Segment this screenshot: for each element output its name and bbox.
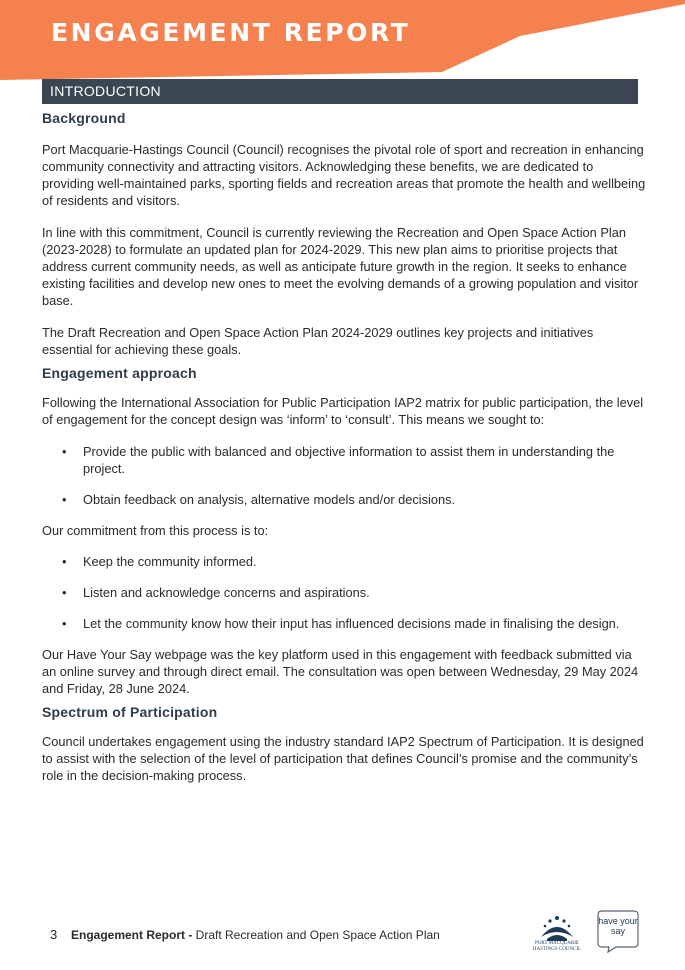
background-paragraph-3: The Draft Recreation and Open Space Action Plan 2024-2029 outlines key projects and initiatives essential for achieving these goals. (42, 325, 594, 357)
footer-title (71, 928, 440, 942)
page-number: 3 (50, 927, 58, 942)
background-paragraph-1: Port Macquarie-Hastings Council (Council) recognises the pivotal role of sport and recreation in enhancing community connectivity and attracting visitors. Acknowledging these benefits, we are dedicated to providing well-maintained parks, sporting fields and recreation areas that promote the health and wellbeing of residents and visitors. (42, 142, 646, 208)
list-item: • Provide the public with balanced and objective information to assist them in understanding the project. (42, 443, 647, 477)
council-logo-text: PORT MACQUARIE HASTINGS COUNCIL (532, 941, 582, 952)
have-your-say-logo-text: have your say (598, 916, 638, 936)
list-item: • Obtain feedback on analysis, alternative models and/or decisions. (42, 491, 647, 508)
list-item: • Let the community know how their input has influenced decisions made in finalising the design. (42, 615, 647, 632)
report-body (42, 110, 647, 784)
background-paragraph-2: In line with this commitment, Council is currently reviewing the Recreation and Open Space Action Plan (2023-2028) to formulate an updated plan for 2024-2029. This new plan aims to prioritise projects that address current community needs, as well as anticipate future growth in the region. It seeks to enhance existing facilities and develop new ones to meet the evolving demands of a growing population and visitor base. (42, 225, 639, 308)
section-title: INTRODUCTION (50, 83, 161, 99)
have-your-say-paragraph: Our Have Your Say webpage was the key platform used in this engagement with feedback submitted via an online survey and through direct email. The consultation was open between Wednesday, 29 May 2024 and Friday, 28 June 2024. (42, 647, 639, 696)
engagement-aims-list (42, 443, 647, 508)
footer-report-label: Engagement Report - (71, 928, 193, 942)
footer-doc-title: Draft Recreation and Open Space Action Plan (192, 928, 440, 942)
list-item: • Listen and acknowledge concerns and aspirations. (42, 584, 647, 601)
spectrum-heading: Spectrum of Participation (42, 704, 218, 720)
spectrum-paragraph: Council undertakes engagement using the industry standard IAP2 Spectrum of Participation. It is designed to assist with the selection of the level of participation that defines Council’s promise and the community’s role in the decision-making process. (42, 734, 644, 783)
engagement-approach-heading: Engagement approach (42, 365, 197, 381)
section-title-bar (42, 79, 638, 104)
background-heading: Background (42, 110, 126, 126)
report-title: ENGAGEMENT REPORT (51, 18, 411, 47)
commitment-intro: Our commitment from this process is to: (42, 523, 269, 538)
council-logo-icon (527, 909, 587, 961)
list-item: • Keep the community informed. (42, 553, 647, 570)
engagement-approach-intro: Following the International Association for Public Participation IAP2 matrix for public participation, the level of engagement for the concept design was ‘inform’ to ‘consult’. This means we sought to: (42, 395, 644, 427)
commitments-list (42, 553, 647, 632)
